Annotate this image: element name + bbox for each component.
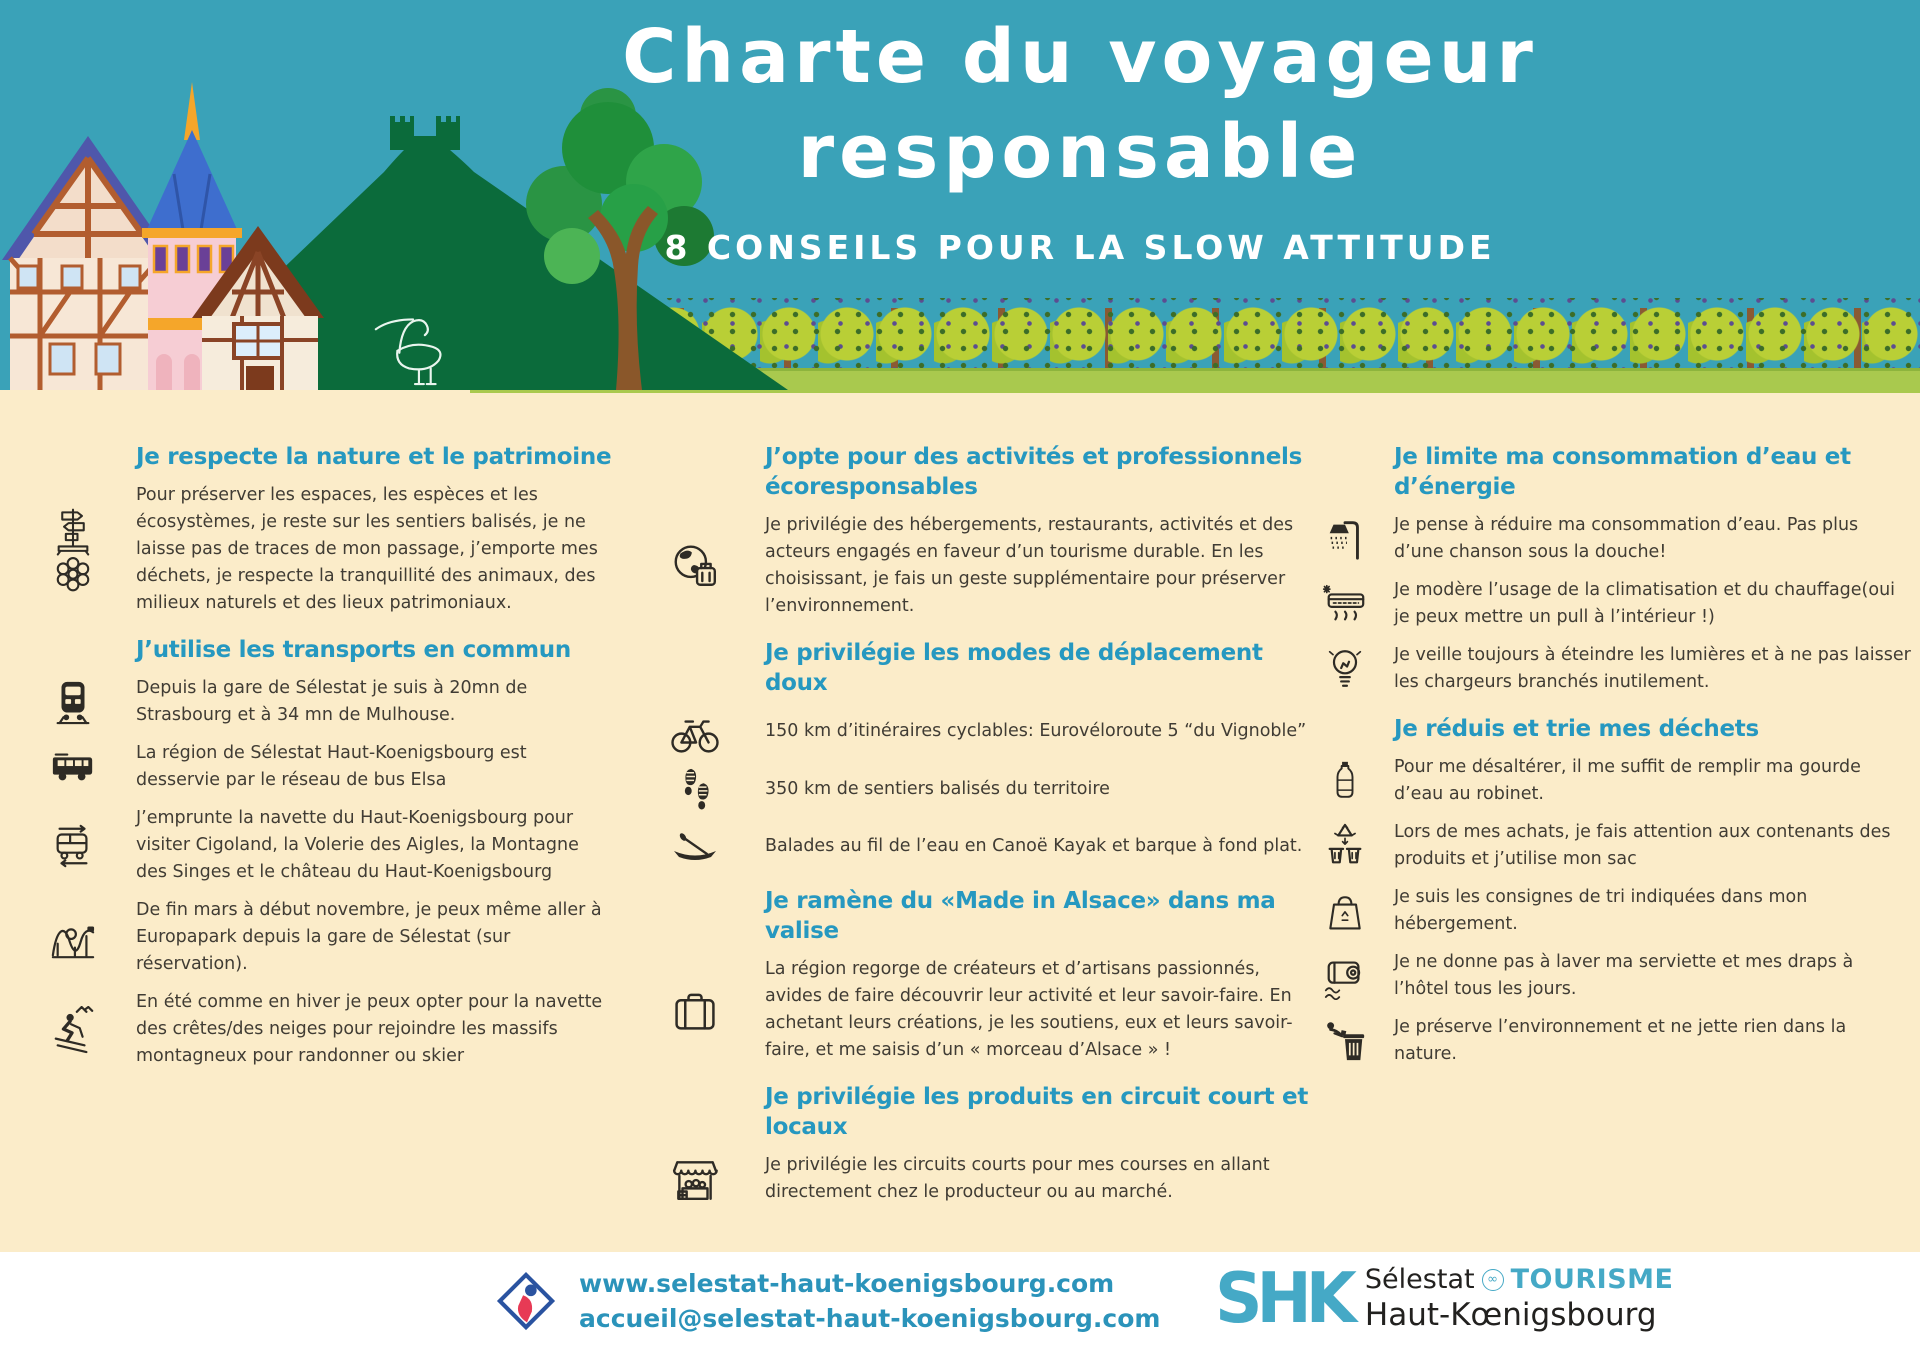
item-text: 350 km de sentiers balisés du territoire	[765, 778, 1110, 799]
section-heading: Je privilégie les produits en circuit court et locaux	[765, 1084, 1309, 1140]
lightbulb-icon	[1312, 646, 1378, 692]
trail-signpost-icon	[30, 507, 116, 593]
list-item	[645, 824, 1310, 868]
shk-monogram: SHK	[1215, 1258, 1351, 1339]
item-text: 150 km d’itinéraires cyclables: Eurovéloroute 5 “du Vignoble”	[765, 720, 1307, 741]
shopping-bag-icon	[1312, 888, 1378, 934]
header-banner	[0, 0, 1920, 390]
train-icon	[30, 679, 116, 725]
item-text: Je préserve l’environnement et ne jette rien dans la nature.	[1394, 1017, 1847, 1064]
list-item	[645, 765, 1310, 813]
shuttle-icon	[30, 823, 116, 869]
list-item	[30, 805, 615, 886]
list-item	[30, 740, 615, 794]
list-item	[1312, 577, 1912, 631]
rollercoaster-icon	[30, 915, 116, 961]
trash-bin-icon	[1312, 1018, 1378, 1064]
section-public-transport	[30, 635, 615, 1070]
brand-name: Sélestat	[1364, 1264, 1475, 1295]
list-item	[1312, 949, 1912, 1003]
recycling-bins-icon	[1312, 822, 1378, 870]
section-heading: Je limite ma consommation d’eau et d’énergie	[1394, 444, 1851, 500]
item-text: Pour me désaltérer, il me suffit de remplir ma gourde d’eau au robinet.	[1394, 757, 1861, 804]
footer	[0, 1252, 1920, 1357]
section-water-energy	[1312, 442, 1912, 696]
item-text: Je privilégie les circuits courts pour mes courses en allant directement chez le producteur ou au marché.	[765, 1155, 1270, 1202]
section-heading: J’utilise les transports en commun	[136, 637, 571, 663]
infinity-icon: ∞	[1482, 1269, 1504, 1291]
list-item	[645, 1152, 1310, 1206]
column-1	[30, 442, 615, 1081]
item-text: Je pense à réduire ma consommation d’eau. Pas plus d’une chanson sous la douche!	[1394, 515, 1859, 562]
section-waste	[1312, 714, 1912, 1068]
poster-title-block	[600, 10, 1560, 267]
list-item	[1312, 642, 1912, 696]
market-stall-icon	[645, 1155, 745, 1203]
column-3	[1312, 442, 1912, 1079]
list-item	[30, 482, 615, 617]
brand-name-line2: Haut-Kœnigsbourg	[1364, 1297, 1657, 1333]
item-text: La région de Sélestat Haut-Koenigsbourg est desservie par le réseau de bus Elsa	[136, 743, 527, 790]
section-soft-mobility	[645, 638, 1310, 868]
section-heading: J’opte pour des activités et professionnels écoresponsables	[765, 444, 1303, 500]
alsatian-houses-illustration	[0, 78, 381, 390]
section-heading: Je ramène du «Made in Alsace» dans ma valise	[765, 888, 1276, 944]
section-heading: Je privilégie les modes de déplacement doux	[765, 640, 1263, 696]
list-item	[1312, 1014, 1912, 1068]
poster-title-line1: Charte du voyageur	[622, 14, 1538, 100]
section-heading: Je respecte la nature et le patrimoine	[136, 444, 612, 470]
ski-icon	[30, 1006, 116, 1054]
poster-title-line2: responsable	[797, 109, 1363, 195]
item-text: Je ne donne pas à laver ma serviette et mes draps à l’hôtel tous les jours.	[1394, 952, 1854, 999]
list-item	[1312, 754, 1912, 808]
list-item	[30, 897, 615, 978]
globe-luggage-icon	[645, 542, 745, 590]
list-item	[30, 989, 615, 1070]
shower-icon	[1312, 516, 1378, 562]
section-ecoresponsible-pros	[645, 442, 1310, 620]
footer-brand-block	[1215, 1260, 1673, 1337]
item-text: Balades au fil de l’eau en Canoë Kayak et barque à fond plat.	[765, 835, 1303, 856]
list-item	[645, 708, 1310, 754]
column-2	[645, 442, 1310, 1217]
item-text: Je modère l’usage de la climatisation et du chauffage(oui je peux mettre un pull à l’intérieur !)	[1394, 580, 1896, 627]
item-text: En été comme en hiver je peux opter pour la navette des crêtes/des neiges pour rejoindre les massifs montagneux pour randonner ou skier	[136, 992, 603, 1066]
list-item	[645, 512, 1310, 620]
list-item	[1312, 884, 1912, 938]
item-text: Lors de mes achats, je fais attention aux contenants des produits et j’utilise mon sac	[1394, 822, 1891, 869]
email-link[interactable]: accueil@selestat-haut-koenigsbourg.com	[579, 1304, 1161, 1333]
item-text: De fin mars à début novembre, je peux même aller à Europapark depuis la gare de Sélestat (sur réservation).	[136, 900, 602, 974]
canoe-icon	[645, 824, 745, 868]
item-text: Pour préserver les espaces, les espèces et les écosystèmes, je reste sur les sentiers balisés, je ne laisse pas de traces de mon passage, j’emporte mes déchets, je respecte la tranquillité des animaux, des milieux naturels et des lieux patrimoniaux.	[136, 485, 598, 613]
air-conditioner-icon	[1312, 582, 1378, 626]
website-link[interactable]: www.selestat-haut-koenigsbourg.com	[579, 1269, 1115, 1298]
item-text: Je suis les consignes de tri indiquées dans mon hébergement.	[1394, 887, 1808, 934]
item-text: J’emprunte la navette du Haut-Koenigsbourg pour visiter Cigoland, la Volerie des Aigles, la Montagne des Singes et le château du Haut-Koenigsbourg	[136, 808, 579, 882]
bicycle-icon	[645, 708, 745, 754]
footer-contact-block	[495, 1266, 1160, 1336]
list-item	[1312, 512, 1912, 566]
section-heading: Je réduis et trie mes déchets	[1394, 716, 1759, 742]
list-item	[1312, 819, 1912, 873]
suitcase-icon	[645, 986, 745, 1034]
item-text: Depuis la gare de Sélestat je suis à 20mn de Strasbourg et à 34 mn de Mulhouse.	[136, 678, 528, 725]
item-text: Je privilégie des hébergements, restaurants, activités et des acteurs engagés en faveur d’un tourisme durable. En les choisissant, je fais un geste supplémentaire pour préserver l’environnement.	[765, 515, 1294, 616]
footprints-icon	[645, 765, 745, 813]
poster-subtitle: 8 CONSEILS POUR LA SLOW ATTITUDE	[664, 228, 1496, 267]
brand-tourisme: TOURISME	[1510, 1264, 1674, 1295]
section-local-products	[645, 1082, 1310, 1206]
water-bottle-icon	[1312, 757, 1378, 805]
section-respect-nature	[30, 442, 615, 617]
section-made-in-alsace	[645, 886, 1310, 1064]
item-text: Je veille toujours à éteindre les lumières et à ne pas laisser les chargeurs branchés inutilement.	[1394, 645, 1911, 692]
tourist-info-logo	[495, 1270, 557, 1332]
list-item	[30, 675, 615, 729]
list-item	[645, 956, 1310, 1064]
towel-icon	[1312, 952, 1378, 1000]
item-text: La région regorge de créateurs et d’artisans passionnés, avides de faire découvrir leur activité et leur savoir-faire. En achetant leurs créations, je les soutiens, eux et leurs savoir-faire, et me saisis d’un « morceau d’Alsace » !	[765, 959, 1293, 1060]
bus-icon	[30, 744, 116, 790]
